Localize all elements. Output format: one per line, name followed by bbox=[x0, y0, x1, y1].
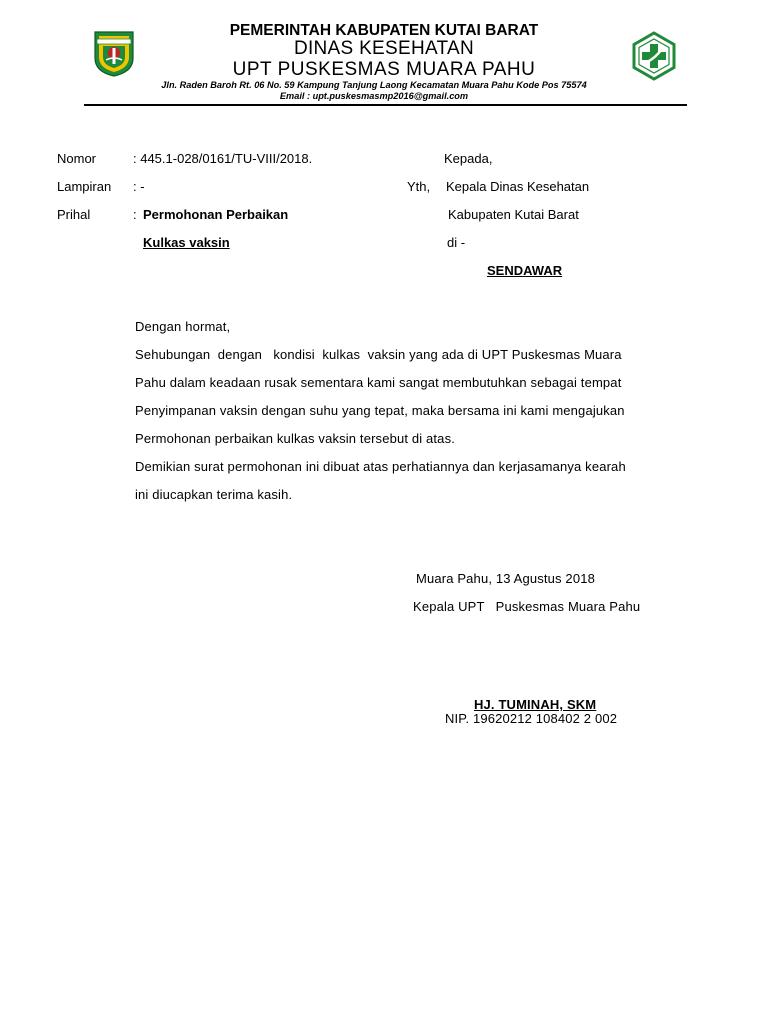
body-paragraph1-line1: Sehubungan dengan kondisi kulkas vaksin yang ada di UPT Puskesmas Muara bbox=[135, 347, 622, 362]
prihal-colon: : bbox=[133, 207, 137, 222]
header-department: DINAS KESEHATAN bbox=[293, 38, 475, 59]
nomor-value: : 445.1-028/0161/TU-VIII/2018. bbox=[133, 151, 313, 166]
body-paragraph2-line1: Demikian surat permohonan ini dibuat atas perhatiannya dan kerjasamanya kearah bbox=[135, 459, 626, 474]
header-unit: UPT PUSKESMAS MUARA PAHU bbox=[232, 59, 536, 80]
header-email: Email : upt.puskesmasmp2016@gmail.com bbox=[279, 91, 469, 101]
header-address: Jln. Raden Baroh Rt. 06 No. 59 Kampung Tanjung Laong Kecamatan Muara Pahu Kode Pos 75574 bbox=[161, 80, 587, 90]
body-paragraph2-line2: ini diucapkan terima kasih. bbox=[135, 487, 293, 502]
prihal-subject-line1: Permohonan Perbaikan bbox=[143, 207, 289, 222]
signature-place-date: Muara Pahu, 13 Agustus 2018 bbox=[416, 571, 595, 586]
signature-position: Kepala UPT Puskesmas Muara Pahu bbox=[413, 599, 641, 614]
kepada-text: Kepada, bbox=[444, 151, 493, 166]
body-paragraph1-line3: Penyimpanan vaksin dengan suhu yang tepat, maka bersama ini kami mengajukan bbox=[135, 403, 625, 418]
body-paragraph1-line4: Permohonan perbaikan kulkas vaksin tersebut di atas. bbox=[135, 431, 455, 446]
signature-nip: NIP. 19620212 108402 2 002 bbox=[445, 711, 618, 726]
prihal-label: Prihal bbox=[57, 207, 91, 222]
prihal-subject-line2: Kulkas vaksin bbox=[143, 235, 230, 250]
yth-text: Yth, bbox=[407, 179, 431, 194]
header-government: PEMERINTAH KABUPATEN KUTAI BARAT bbox=[229, 22, 539, 39]
greeting: Dengan hormat, bbox=[135, 319, 231, 334]
lampiran-label: Lampiran bbox=[57, 179, 112, 194]
body-paragraph1-line2: Pahu dalam keadaan rusak sementara kami sangat membutuhkan sebagai tempat bbox=[135, 375, 622, 390]
signature-name: HJ. TUMINAH, SKM bbox=[474, 697, 597, 712]
header-divider bbox=[84, 104, 687, 106]
recipient-line1: Kepala Dinas Kesehatan bbox=[446, 179, 590, 194]
recipient-di: di - bbox=[447, 235, 466, 250]
recipient-city: SENDAWAR bbox=[487, 263, 563, 278]
puskesmas-emblem-icon bbox=[629, 31, 679, 81]
nomor-label: Nomor bbox=[57, 151, 97, 166]
lampiran-value: : - bbox=[133, 179, 145, 194]
recipient-line2: Kabupaten Kutai Barat bbox=[448, 207, 579, 222]
